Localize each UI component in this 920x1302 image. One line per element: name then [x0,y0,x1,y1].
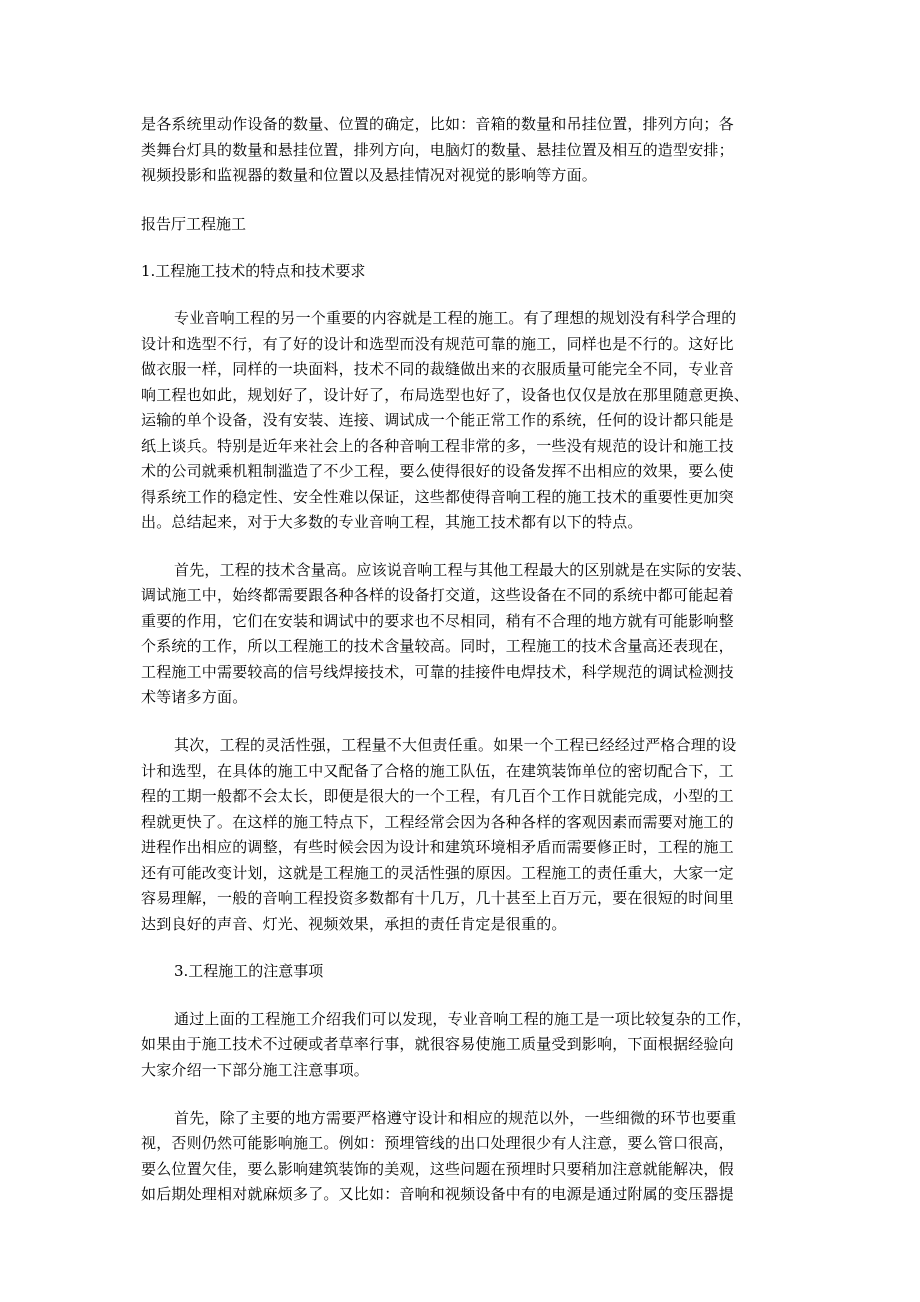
para3-line-3: 程的工期一般都不会太长，即便是很大的一个工程，有几百个工作日就能完成，小型的工 [141,787,734,805]
para3-line-6: 还有可能改变计划，这就是工程施工的灵活性强的原因。工程施工的责任重大，大家一定 [141,864,734,882]
para5-line-4: 如后期处理相对就麻烦多了。又比如：音响和视频设备中有的电源是通过附属的变压器提 [141,1185,734,1203]
para1-line-2: 设计和选型不行，有了好的设计和选型而没有规范可靠的施工，同样也是不行的。这好比 [141,335,734,353]
para1-line-4: 响工程也如此，规划好了，设计好了，布局选型也好了，设备也仅仅是放在那里随意更换、 [141,386,750,404]
para4-line-1: 通过上面的工程施工介绍我们可以发现，专业音响工程的施工是一项比较复杂的工作， [174,1010,752,1028]
para2-line-5: 工程施工中需要较高的信号线焊接技术，可靠的挂接件电焊技术，科学规范的调试检测技 [141,663,734,681]
intro-line-3: 视频投影和监视器的数量和位置以及悬挂情况对视觉的影响等方面。 [141,166,598,184]
para1-line-1: 专业音响工程的另一个重要的内容就是工程的施工。有了理想的规划没有科学合理的 [174,309,737,327]
subsection-1-title: 1.工程施工技术的特点和技术要求 [141,262,366,280]
para2-line-6: 术等诸多方面。 [141,688,248,706]
para1-line-9: 出。总结起来，对于大多数的专业音响工程，其施工技术都有以下的特点。 [141,513,643,531]
para1-line-8: 得系统工作的稳定性、安全性难以保证，这些都使得音响工程的施工技术的重要性更加突 [141,488,734,506]
intro-line-2: 类舞台灯具的数量和悬挂位置，排列方向，电脑灯的数量、悬挂位置及相互的造型安排； [141,141,734,159]
para4-line-2: 如果由于施工技术不过硬或者草率行事，就很容易使施工质量受到影响，下面根据经验向 [141,1035,734,1053]
para5-line-1: 首先，除了主要的地方需要严格遵守设计和相应的规范以外，一些细微的环节也要重 [174,1109,737,1127]
para1-line-3: 做衣服一样，同样的一块面料，技术不同的裁缝做出来的衣服质量可能完全不同，专业音 [141,360,734,378]
para3-line-5: 进程作出相应的调整，有些时候会因为设计和建筑环境相矛盾而需要修正时，工程的施工 [141,838,734,856]
para2-line-2: 调试施工中，始终都需要跟各种各样的设备打交道，这些设备在不同的系统中都可能起着 [141,586,734,604]
para2-line-3: 重要的作用，它们在安装和调试中的要求也不尽相同，稍有不合理的地方就有可能影响整 [141,612,734,630]
para3-line-2: 计和选型，在具体的施工中又配备了合格的施工队伍，在建筑装饰单位的密切配合下，工 [141,762,734,780]
para1-line-6: 纸上谈兵。特别是近年来社会上的各种音响工程非常的多，一些没有规范的设计和施工技 [141,437,734,455]
subsection-3-title: 3.工程施工的注意事项 [174,962,324,980]
intro-line-1: 是各系统里动作设备的数量、位置的确定，比如：音箱的数量和吊挂位置，排列方向；各 [141,115,734,133]
para1-line-7: 术的公司就乘机粗制滥造了不少工程，要么使得很好的设备发挥不出相应的效果，要么使 [141,462,734,480]
para5-line-2: 视，否则仍然可能影响施工。例如：预埋管线的出口处理很少有人注意，要么管口很高， [141,1134,734,1152]
para5-line-3: 要么位置欠佳，要么影响建筑装饰的美观，这些问题在预埋时只要稍加注意就能解决，假 [141,1160,734,1178]
section-title: 报告厅工程施工 [141,215,247,233]
para2-line-4: 个系统的工作，所以工程施工的技术含量较高。同时，工程施工的技术含量高还表现在， [141,637,734,655]
para3-line-1: 其次，工程的灵活性强，工程量不大但责任重。如果一个工程已经经过严格合理的设 [174,736,737,754]
para1-line-5: 运输的单个设备，没有安装、连接、调试成一个能正常工作的系统，任何的设计都只能是 [141,411,734,429]
para3-line-8: 达到良好的声音、灯光、视频效果，承担的责任肯定是很重的。 [141,915,567,933]
para2-line-1: 首先，工程的技术含量高。应该说音响工程与其他工程最大的区别就是在实际的安装、 [174,561,752,579]
para3-line-7: 容易理解，一般的音响工程投资多数都有十几万，几十甚至上百万元，要在很短的时间里 [141,889,734,907]
para4-line-3: 大家介绍一下部分施工注意事项。 [141,1061,370,1079]
para3-line-4: 程就更快了。在这样的施工特点下，工程经常会因为各种各样的客观因素而需要对施工的 [141,813,734,831]
